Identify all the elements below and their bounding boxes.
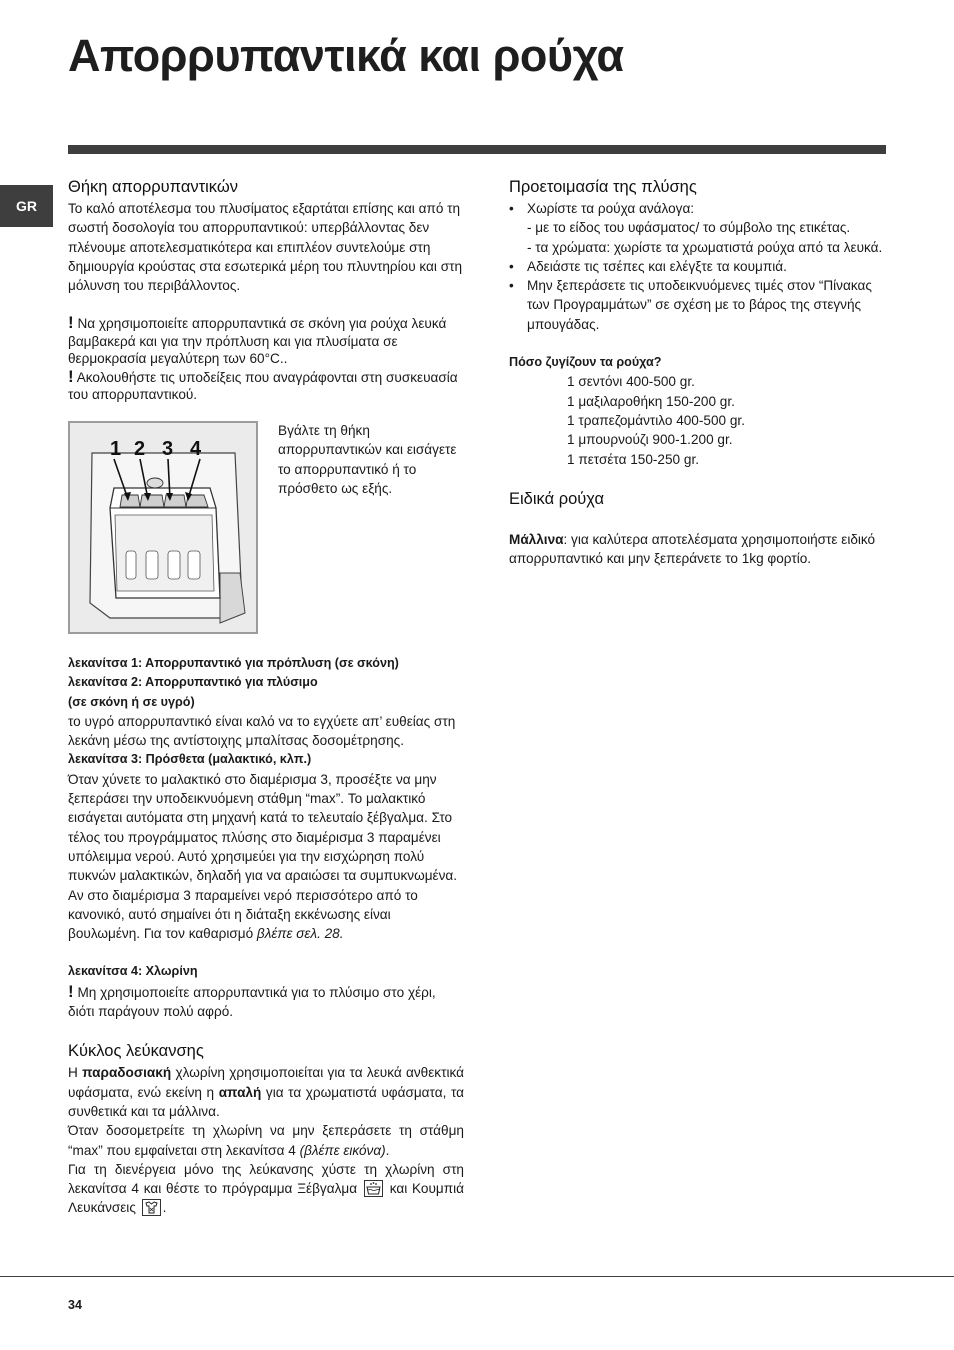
- title-divider: [68, 145, 886, 154]
- drawer-figure-row: [68, 421, 464, 634]
- bleach-paragraph-2: Όταν δοσομετρείτε τη χλωρίνη να μην ξεπεράσετε τη στάθμη “max” που εμφαίνεται στη λεκανίτσα 4 (βλέπε εικόνα).: [68, 1123, 464, 1158]
- wool-paragraph: Μάλλινα: για καλύτερα αποτελέσματα χρησιμοποιήστε ειδικό απορρυπαντικό και μην ξεπεράνετε το 1kg φορτίο.: [509, 531, 876, 567]
- basin-1-label: λεκανίτσα 1: Απορρυπαντικό για πρόπλυση (σε σκόνη): [68, 655, 399, 670]
- bleach-heading: Κύκλος λεύκανσης: [68, 1042, 204, 1061]
- page-title: Απορρυπαντικά και ρούχα: [68, 30, 624, 81]
- prep-list: [509, 199, 887, 334]
- list-item: • Αδειάστε τις τσέπες και ελέγξτε τα κουμπιά.: [509, 257, 887, 276]
- language-tab: GR: [0, 185, 53, 227]
- rinse-icon: [364, 1180, 383, 1197]
- weights-list: [509, 372, 887, 468]
- compartment-label: 3: [162, 437, 174, 460]
- basin-2-sublabel: (σε σκόνη ή σε υγρό): [68, 694, 195, 709]
- basin-3-text: Όταν χύνετε το μαλακτικό στο διαμέρισμα 3, προσέξτε να μην ξεπεράσει την υποδεικνυόμενη στάθμη “max”. Το μαλακτικό εισάγεται αυτόματα στη μηχανή κατά το τελευταίο ξέβγαλμα. Στο τέλος του προγράμματος πλύσης στο διαμέρισμα 3 παραμένει υπόλειμμα νερού. Αυτό χρησιμεύει για την εισχώρηση πολύ πυκνών μαλακτικών, δηλαδή για να αραιώσει τα συμπυκνωμένα. Αν στο διαμέρισμα 3 παραμείνει νερό περισσότερο από το κανονικό, αυτό σημαίνει ότι η διάταξη εκκένωσης είναι βουλωμένη. Για τον καθαρισμό βλέπε σελ. 28.: [68, 771, 458, 942]
- compartment-label: 4: [190, 437, 202, 460]
- left-column: [68, 176, 464, 1218]
- list-item: • Χωρίστε τα ρούχα ανάλογα: - με το είδος του υφάσματος/ το σύμβολο της ετικέτας. - τα χρώματα: χωρίστε τα χρωματιστά ρούχα από τα λευκά.: [509, 199, 887, 257]
- warning-handwash: ! Μη χρησιμοποιείτε απορρυπαντικά για το πλύσιμο στο χέρι, διότι παράγουν πολύ αφρό.: [68, 981, 436, 1020]
- warning-mark: !: [68, 366, 74, 386]
- prep-heading: Προετοιμασία της πλύσης: [509, 178, 697, 196]
- figure-caption: Βγάλτε τη θήκη απορρυπαντικών και εισάγετε το απορρυπαντικό ή το πρόσθετο ως εξής.: [278, 422, 457, 496]
- list-item: 1 σεντόνι 400-500 gr.: [567, 374, 695, 390]
- page-number: 34: [68, 1298, 82, 1312]
- list-item: 1 μαξιλαροθήκη 150-200 gr.: [567, 393, 735, 409]
- list-item: 1 μπουρνούζι 900-1.200 gr.: [567, 432, 733, 448]
- drawer-intro: Το καλό αποτέλεσμα του πλυσίματος εξαρτάται επίσης και από τη σωστή δοσολογία του απορρυπαντικού: υπερβάλλοντας δεν πλένουμε αποτελεσματικότερα και επιπλέον συντελούμε στη δημιουργία κρούστας στα εσωτερικά μέρη του πλυντηρίου και στη μόλυνση του περιβάλλοντος.: [68, 201, 463, 294]
- footer-divider: [0, 1276, 954, 1277]
- basin-2-label: λεκανίτσα 2: Απορρυπαντικό για πλύσιμο: [68, 675, 318, 690]
- special-heading: Ειδικά ρούχα: [509, 489, 605, 508]
- bleach-paragraph-1: Η παραδοσιακή χλωρίνη χρησιμοποιείται για τα λευκά ανθεκτικά υφάσματα, ενώ εκείνη η απαλή για τα χρωματιστά υφάσματα, τα συνθετικά και τα μάλλινα.: [68, 1065, 464, 1119]
- list-item: 1 πετσέτα 150-250 gr.: [567, 451, 699, 467]
- right-column: [509, 176, 887, 568]
- page-reference: βλέπε σελ. 28.: [256, 926, 344, 942]
- compartment-label: 2: [134, 437, 146, 460]
- warning-powder: ! Να χρησιμοποιείτε απορρυπαντικά σε σκόνη για ρούχα λευκά βαμβακερά και για την πρόπλυση και για πλυσίματα σε θερμοκρασία μεγαλύτερη των 60°C..: [68, 313, 447, 367]
- compartment-label: 1: [110, 437, 122, 460]
- drawer-heading: Θήκη απορρυπαντικών: [68, 178, 238, 196]
- warning-mark: !: [68, 313, 74, 333]
- bleach-paragraph-3: Για τη διενέργεια μόνο της λεύκανσης χύστε τη χλωρίνη στη λεκανίτσα 4 και θέστε το πρόγραμμα Ξέβγαλμα και Κουμπιά Λευκάνσεις .: [68, 1161, 464, 1216]
- basin-4-label: λεκανίτσα 4: Χλωρίνη: [68, 964, 198, 979]
- bleach-icon: [142, 1199, 161, 1216]
- weights-heading: Πόσο ζυγίζουν τα ρούχα?: [509, 355, 662, 370]
- basin-2-text: το υγρό απορρυπαντικό είναι καλό να το εγχύετε απ’ ευθείας στη λεκάνη μέσω της αντίστοιχης μπαλίτσας δοσομέτρησης.: [68, 713, 456, 749]
- basin-3-label: λεκανίτσα 3: Πρόσθετα (μαλακτικό, κλπ.): [68, 752, 312, 767]
- list-item: 1 τραπεζομάντιλο 400-500 gr.: [567, 412, 745, 428]
- detergent-drawer-illustration: [68, 421, 258, 634]
- warning-packaging: ! Ακολουθήστε τις υποδείξεις που αναγράφονται στη συσκευασία του απορρυπαντικού.: [68, 366, 458, 403]
- warning-mark: !: [68, 981, 74, 1001]
- list-item: • Μην ξεπεράσετε τις υποδεικνυόμενες τιμές στον “Πίνακας των Προγραμμάτων” σε σχέση με το βάρος της στεγνής μπουγάδας.: [509, 276, 887, 334]
